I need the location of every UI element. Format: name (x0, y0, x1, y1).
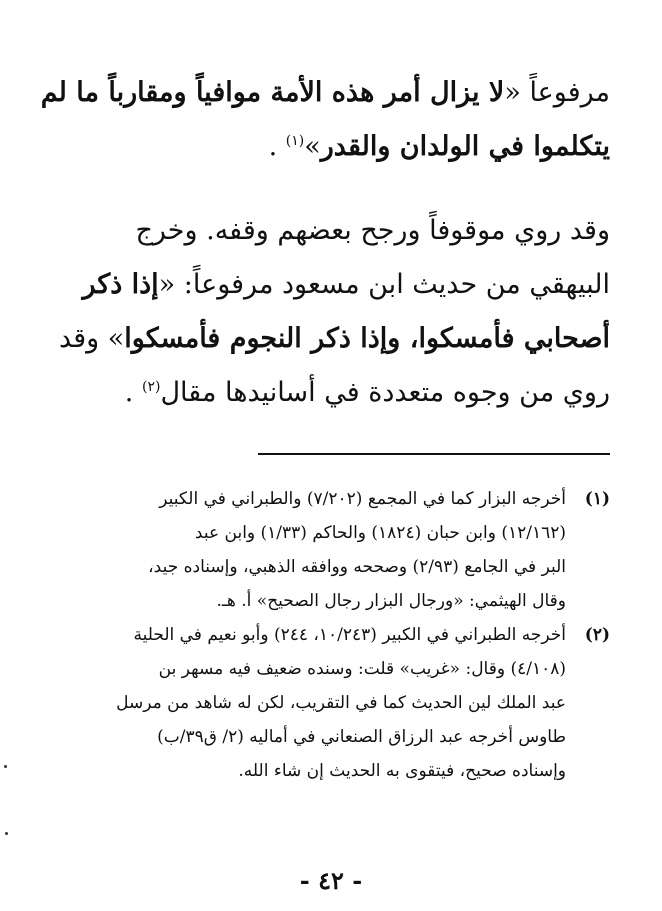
text-segment: . (268, 131, 286, 162)
text-line (92, 120, 610, 174)
paragraph-hadith-2 (59, 204, 610, 420)
footnote-line: طاوس أخرجه عبد الرزاق الصنعاني في أماليه (٢/ ق٣٩/ب) (157, 727, 566, 747)
scan-speck (5, 832, 8, 835)
footnote-ref-2[interactable]: (٢) (141, 379, 161, 395)
hadith-text: يتكلموا في الولدان والقدر (320, 131, 610, 162)
footnote-line: (٤/١٠٨) وقال: «غريب» قلت: وسنده ضعيف فيه مسهر بن (158, 659, 566, 679)
footnote-line: البر في الجامع (٢/٩٣) وصححه ووافقه الذهبي، وإسناده جيد، (148, 557, 566, 577)
footnote-line: أخرجه الطبراني في الكبير (١٠/٢٤٣، ٢٤٤) وأبو نعيم في الحلية (133, 625, 566, 645)
hadith-text: إذا ذكر (82, 269, 159, 300)
text-segment: البيهقي من حديث ابن مسعود مرفوعاً: « (158, 269, 610, 300)
text-line (59, 312, 610, 366)
text-segment: روي من وجوه متعددة في أسانيدها مقال (160, 377, 610, 408)
scan-speck (4, 765, 7, 768)
footnote-line: (١٢/١٦٢) وابن حبان (١٨٢٤) والحاكم (١/٣٣) وابن عبد (194, 523, 566, 543)
footnote-number: (٢) (584, 625, 610, 645)
text-line: وقد روي موقوفاً ورجح بعضهم وقفه. وخرج (135, 215, 610, 246)
text-segment: . (124, 377, 142, 408)
footnote-number: (١) (584, 489, 610, 509)
hadith-text: أصحابي فأمسكوا، وإذا ذكر النجوم فأمسكوا (124, 323, 610, 354)
footnote-line: عبد الملك لين الحديث كما في التقريب، لكن له شاهد من مرسل (116, 693, 566, 713)
text-line (82, 258, 610, 312)
text-line (92, 366, 610, 420)
footnote-1 (96, 482, 610, 618)
footnote-line: وإسناده صحيح، فيتقوى به الحديث إن شاء الله. (238, 761, 566, 781)
footnotes-section (96, 482, 610, 788)
text-segment: » (304, 131, 321, 162)
footnote-ref-1[interactable]: (١) (285, 133, 305, 149)
hadith-text: لا يزال أمر هذه الأمة موافياً ومقارباً ما لم (40, 77, 505, 108)
footnote-divider (258, 453, 610, 455)
text-segment: مرفوعاً « (504, 77, 610, 108)
text-line (40, 66, 610, 120)
footnote-2 (96, 618, 610, 788)
paragraph-hadith-1 (40, 66, 610, 174)
page-number: - ٤٢ - (299, 866, 363, 895)
text-segment: » وقد (59, 323, 125, 354)
footnote-line: وقال الهيثمي: «ورجال البزار رجال الصحيح» أ. هـ. (216, 591, 566, 611)
footnote-line: أخرجه البزار كما في المجمع (٧/٢٠٢) والطبراني في الكبير (159, 489, 566, 509)
